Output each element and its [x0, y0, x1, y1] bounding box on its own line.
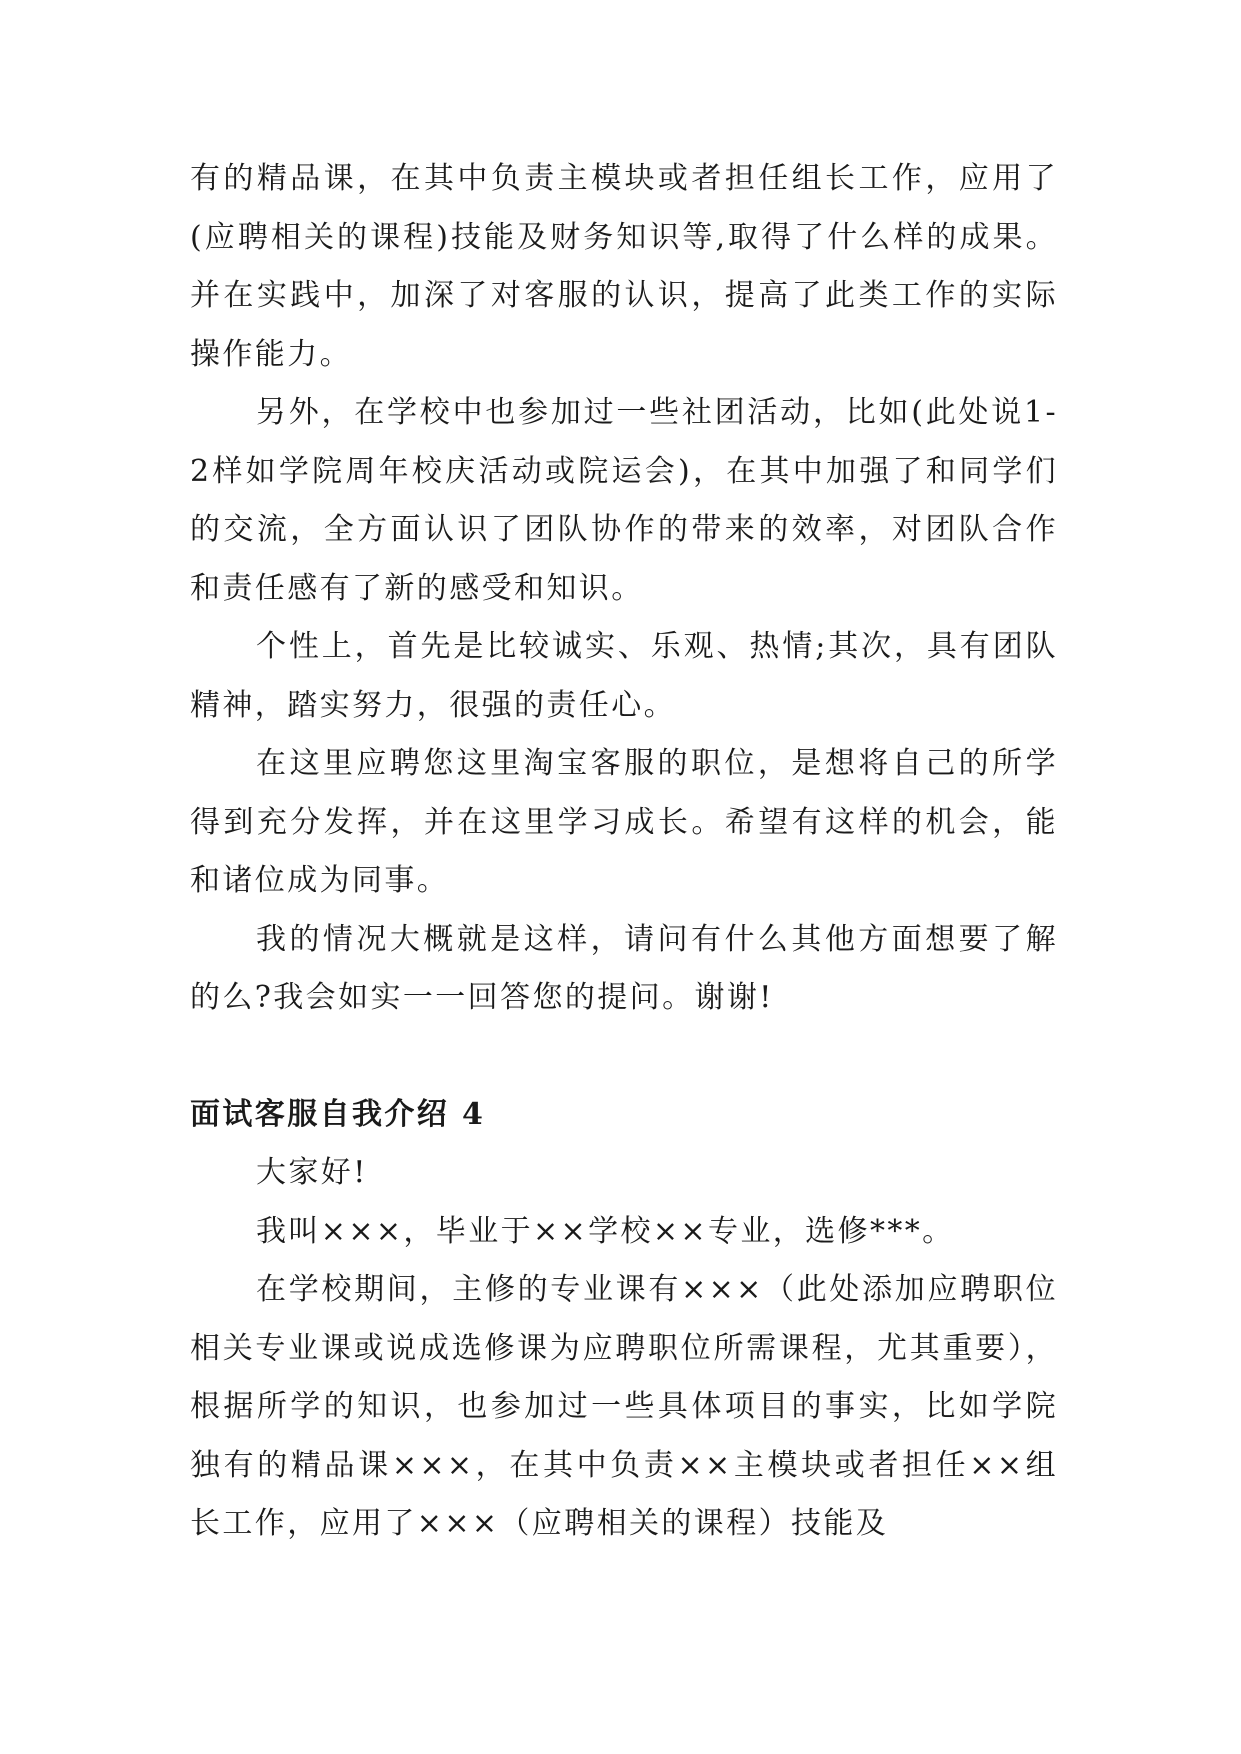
section-title: 面试客服自我介绍 4	[190, 1096, 486, 1132]
paragraph-motivation: 在这里应聘您这里淘宝客服的职位，是想将自己的所学得到充分发挥，并在这里学习成长。希望有这样的机会，能和诸位成为同事。	[190, 746, 1058, 898]
paragraph-name: 我叫×××，毕业于××学校××专业，选修***。	[256, 1213, 955, 1249]
paragraph-personality: 个性上，首先是比较诚实、乐观、热情;其次，具有团队精神，踏实努力，很强的责任心。	[190, 629, 1058, 723]
paragraph-courses: 在学校期间，主修的专业课有×××（此处添加应聘职位相关专业课或说成选修课为应聘职位所需课程，尤其重要），根据所学的知识，也参加过一些具体项目的事实，比如学院独有的精品课×××，在其中负责××主模块或者担任××组长工作，应用了×××（应聘相关的课程）技能及	[190, 1272, 1058, 1541]
paragraph-continued: 有的精品课，在其中负责主模块或者担任组长工作，应用了(应聘相关的课程)技能及财务知识等,取得了什么样的成果。并在实践中，加深了对客服的认识，提高了此类工作的实际操作能力。	[190, 161, 1058, 372]
paragraph-greeting: 大家好!	[256, 1155, 368, 1190]
paragraph-activities: 另外，在学校中也参加过一些社团活动，比如(此处说1-2样如学院周年校庆活动或院运会)，在其中加强了和同学们的交流，全方面认识了团队协作的带来的效率，对团队合作和责任感有了新的感受和知识。	[190, 395, 1058, 606]
section-continued	[190, 150, 1058, 1028]
paragraph-closing: 我的情况大概就是这样，请问有什么其他方面想要了解的么?我会如实一一回答您的提问。谢谢!	[190, 921, 1058, 1015]
section-intro-4	[190, 1086, 1058, 1554]
document-page	[190, 150, 1058, 1554]
